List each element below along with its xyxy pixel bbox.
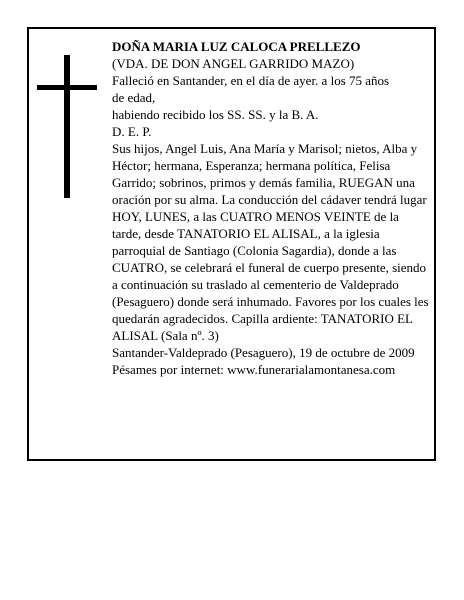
death-line-1: Falleció en Santander, en el día de ayer. a los 75 años xyxy=(112,73,390,88)
family-paragraph: Sus hijos, Angel Luis, Ana María y Marisol; nietos, Alba y Héctor; hermana, Esperanza; hermana política, Felisa Garrido; sobrinos, primos y demás familia, RUEGAN una oración por su alma. La conducción del cádaver tendrá lugar HOY, LUNES, a las CUATRO MENOS VEINTE de la tarde, desde TANATORIO EL ALISAL, a la iglesia parroquial de Santiago (Colonia Sagardia), donde a las CUATRO, se celebrará el funeral de cuerpo presente, siendo a continuación su traslado al cementerio de Valdeprado (Pesaguero) donde será inhumado. Favores por los cuales les quedarán agradecidos. Capilla ardiente: TANATORIO EL ALISAL (Sala nº. 3) xyxy=(112,141,429,343)
deceased-name: DOÑA MARIA LUZ CALOCA PRELLEZO xyxy=(112,39,361,54)
cross-icon xyxy=(37,55,97,198)
condolences-line: Pésames por internet: www.funerarialamontanesa.com xyxy=(112,362,396,377)
death-line-2: de edad, xyxy=(112,90,156,105)
place-date-line: Santander-Valdeprado (Pesaguero), 19 de octubre de 2009 xyxy=(112,345,415,360)
cross-vertical-bar xyxy=(64,55,70,198)
cross-horizontal-bar xyxy=(37,85,97,90)
dep-line: D. E. P. xyxy=(112,124,152,139)
widow-of-line: (VDA. DE DON ANGEL GARRIDO MAZO) xyxy=(112,56,355,71)
obituary-text xyxy=(112,38,430,378)
sacraments-line: habiendo recibido los SS. SS. y la B. A. xyxy=(112,107,319,122)
